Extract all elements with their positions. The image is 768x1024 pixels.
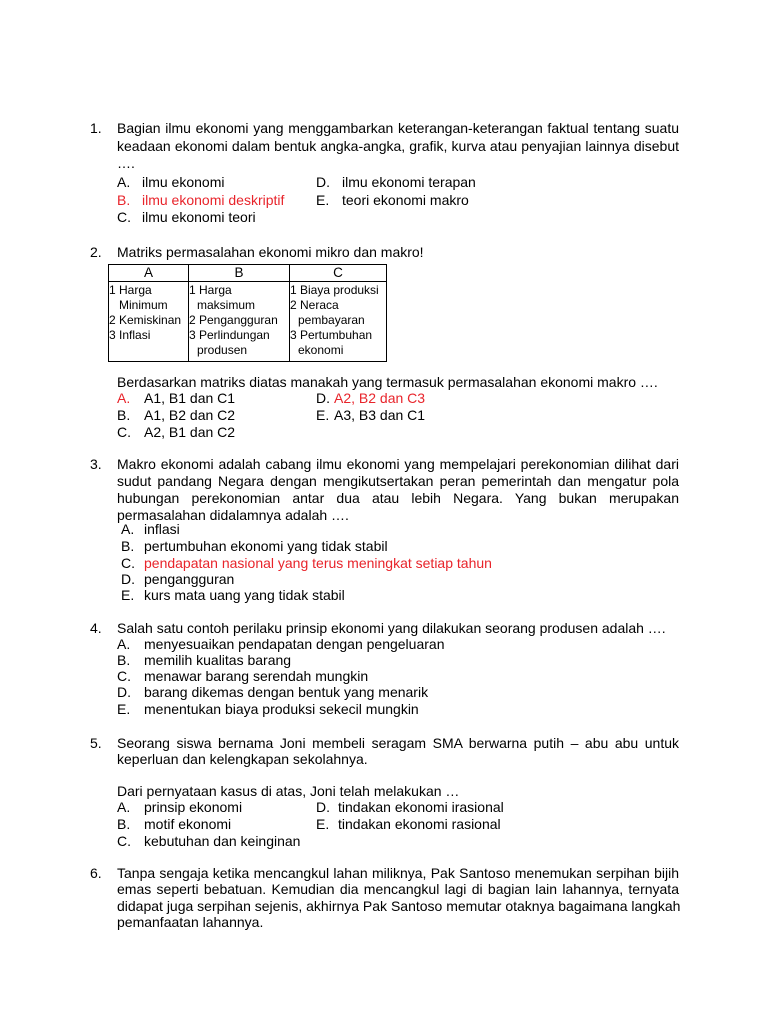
option-text: inflasi <box>144 521 180 537</box>
option-text: motif ekonomi <box>144 816 232 832</box>
cell-line: Minimum <box>119 298 168 312</box>
option-text: menawar barang serendah mungkin <box>144 668 369 684</box>
option-letter: E. <box>117 701 131 717</box>
question-number: 2. <box>90 244 102 260</box>
option-text: pengangguran <box>144 571 235 587</box>
option-letter: E. <box>316 192 330 208</box>
cell-line: 2 Neraca <box>290 298 339 312</box>
option-letter: E. <box>316 816 330 832</box>
table-cell-b <box>189 282 290 362</box>
option-letter: E. <box>121 587 135 603</box>
question-text-line: keperluan dan kelengkapan sekolahnya. <box>117 751 368 767</box>
question-text-line: keadaan ekonomi dalam bentuk angka-angka, grafik, kurva atau penyajian lainnya disebut <box>117 138 679 154</box>
question-text: Berdasarkan matriks diatas manakah yang termasuk permasalahan ekonomi makro …. <box>117 374 658 390</box>
cell-line: produsen <box>197 343 248 357</box>
table-header: B <box>189 265 290 282</box>
cell-line: 1 Biaya produksi <box>290 283 379 297</box>
option-text-answer: pendapatan nasional yang terus meningkat setiap tahun <box>144 555 492 571</box>
option-text: A3, B3 dan C1 <box>334 407 426 423</box>
table-header: A <box>109 265 189 282</box>
option-letter: B. <box>121 538 135 554</box>
question-number: 3. <box>90 456 102 472</box>
cell-line: 1 Harga <box>109 283 152 297</box>
option-text: menyesuaikan pendapatan dengan pengeluaran <box>144 636 445 652</box>
option-text: menentukan biaya produksi sekecil mungkin <box>144 701 419 717</box>
cell-line: maksimum <box>197 298 256 312</box>
question-text-line: Seorang siswa bernama Joni membeli seragam SMA berwarna putih – abu abu untuk <box>117 735 679 751</box>
option-letter: C. <box>117 668 131 684</box>
option-letter: D. <box>316 174 330 190</box>
question-text-line: Bagian ilmu ekonomi yang menggambarkan keterangan-keterangan faktual tentang suatu <box>117 120 679 136</box>
table-cell-c <box>290 282 387 362</box>
cell-line: 3 Perlindungan <box>189 328 270 342</box>
option-letter: C. <box>117 424 131 440</box>
question-text: Salah satu contoh perilaku prinsip ekonomi yang dilakukan seorang produsen adalah …. <box>117 620 666 636</box>
option-letter: A. <box>121 521 135 537</box>
question-text-line: Tanpa sengaja ketika mencangkul lahan miliknya, Pak Santoso menemukan serpihan bijih <box>117 865 679 881</box>
option-text: kebutuhan dan keinginan <box>144 833 301 849</box>
question-text-line: …. <box>117 155 135 171</box>
question-text-line: hubungan perekonomian antar dua atau lebih Negara. Yang bukan merupakan <box>117 490 679 506</box>
question-number: 1. <box>90 120 102 136</box>
option-letter: D. <box>117 684 131 700</box>
option-text: barang dikemas dengan bentuk yang menarik <box>144 684 429 700</box>
option-text: ilmu ekonomi terapan <box>342 174 476 190</box>
option-letter: A. <box>117 390 131 406</box>
option-text: memilih kualitas barang <box>144 652 292 668</box>
question-number: 4. <box>90 620 102 636</box>
question-text-line: emas seperti bebatuan. Kemudian dia mencangkul lagi di bagian lain lahannya, ternyata <box>117 881 679 897</box>
option-letter: B. <box>117 407 131 423</box>
option-text: A2, B1 dan C2 <box>144 424 236 440</box>
option-letter: B. <box>117 816 131 832</box>
question-text: Dari pernyataan kasus di atas, Joni telah melakukan … <box>117 783 460 799</box>
option-text-answer: A2, B2 dan C3 <box>334 390 426 406</box>
table-header: C <box>290 265 387 282</box>
cell-line: 2 Kemiskinan <box>109 313 182 327</box>
option-letter: A. <box>117 636 131 652</box>
option-text: A1, B1 dan C1 <box>144 390 236 406</box>
cell-line: ekonomi <box>298 343 344 357</box>
option-letter: B. <box>117 192 131 208</box>
question-text-line: sudut pandang Negara dengan mengikutsertakan peran pemerintah dan mengatur pola <box>117 473 679 489</box>
option-text: prinsip ekonomi <box>144 799 243 815</box>
question-text-line: didapat juga serpihan sejenis, akhirnya Pak Santoso memutar otaknya bagaimana langkah <box>117 898 681 914</box>
option-letter: E. <box>316 407 330 423</box>
option-text: ilmu ekonomi teori <box>142 209 256 225</box>
question-text-line: pemanfaatan lahannya. <box>117 914 264 930</box>
question-number: 6. <box>90 865 102 881</box>
table-cell-a <box>109 282 189 362</box>
option-text: tindakan ekonomi irasional <box>338 799 504 815</box>
option-letter: C. <box>121 555 135 571</box>
option-letter: A. <box>117 799 131 815</box>
cell-line: pembayaran <box>298 313 365 327</box>
option-letter: A. <box>117 174 131 190</box>
option-text: teori ekonomi makro <box>342 192 469 208</box>
question-text-line: permasalahan didalamnya adalah …. <box>117 507 349 523</box>
question-text: Matriks permasalahan ekonomi mikro dan makro! <box>117 244 424 260</box>
option-text: tindakan ekonomi rasional <box>338 816 501 832</box>
option-letter: B. <box>117 652 131 668</box>
option-text: A1, B2 dan C2 <box>144 407 236 423</box>
cell-line: 1 Harga <box>189 283 232 297</box>
question-number: 5. <box>90 735 102 751</box>
question-text-line: Makro ekonomi adalah cabang ilmu ekonomi yang mempelajari perekonomian dilihat dari <box>117 456 679 472</box>
option-letter: D. <box>121 571 135 587</box>
option-letter: D. <box>316 799 330 815</box>
option-text-answer: ilmu ekonomi deskriptif <box>142 192 285 208</box>
option-text: pertumbuhan ekonomi yang tidak stabil <box>144 538 388 554</box>
option-letter: C. <box>117 833 131 849</box>
cell-line: 3 Pertumbuhan <box>290 328 373 342</box>
option-text: ilmu ekonomi <box>142 174 225 190</box>
matrix-table <box>108 264 387 362</box>
option-letter: C. <box>117 209 131 225</box>
option-letter: D. <box>316 390 330 406</box>
cell-line: 2 Pengangguran <box>189 313 278 327</box>
option-text: kurs mata uang yang tidak stabil <box>144 587 345 603</box>
cell-line: 3 Inflasi <box>109 328 151 342</box>
